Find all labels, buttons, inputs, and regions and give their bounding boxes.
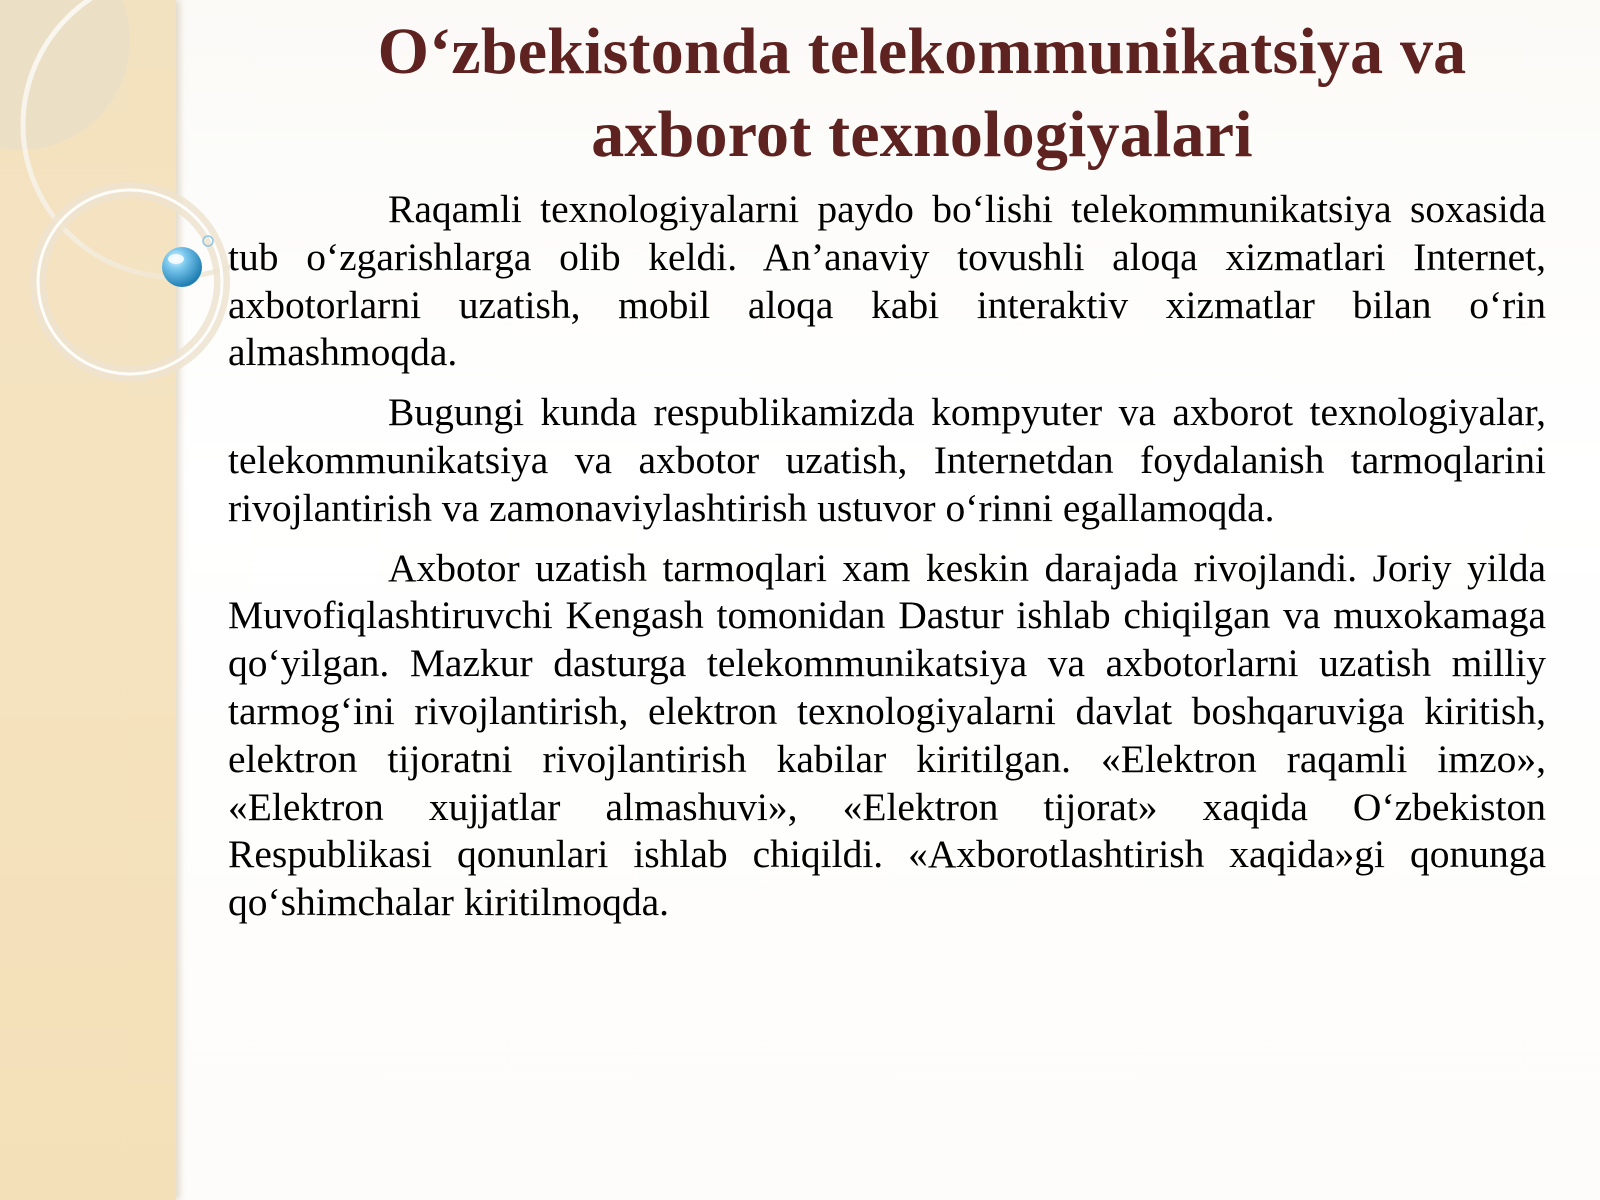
slide-content (228, 10, 1546, 939)
paragraph-1: Raqamli texnologiyalarni paydo bo‘lishi telekommunikatsiya soxasida tub o‘zgarishlarga olib keldi. An’anaviy tovushli aloqa xizmatlari Internet, axbotorlarni uzatish, mobil aloqa kabi interaktiv xizmatlar bilan o‘rin almashmoqda. (228, 187, 1546, 375)
ring-decoration-icon (0, 0, 230, 420)
paragraph-2: Bugungi kunda respublikamizda kompyuter va axborot texnologiyalar, telekommunikatsiya va axbotor uzatish, Internetdan foydalanish tarmoqlarini rivojlantirish va zamonaviylashtirish ustuvor o‘rinni egallamoqda. (228, 390, 1546, 530)
slide-title: O‘zbekistonda telekommunikatsiya va axborot texnologiyalari (377, 15, 1467, 171)
paragraph-3: Axbotor uzatish tarmoqlari xam keskin darajada rivojlandi. Joriy yilda Muvofiqlashtiruvchi Kengash tomonidan Dastur ishlab chiqilgan va muxokamaga qo‘yilgan. Mazkur dasturga telekommunikatsiya va axbotorlarni uzatish milliy tarmog‘ini rivojlantirish, elektron texnologiyalarni davlat boshqaruviga kiritish, elektron tijoratni rivojlantirish kabilar kiritilgan. «Elektron raqamli imzo», «Elektron xujjatlar almashuvi», «Elektron tijorat» xaqida O‘zbekiston Respublikasi qonunlari ishlab chiqildi. «Axborotlashtirish xaqida»gi qonunga qo‘shimchalar kiritilmoqda. (228, 545, 1546, 925)
glass-bead-icon (162, 247, 202, 287)
